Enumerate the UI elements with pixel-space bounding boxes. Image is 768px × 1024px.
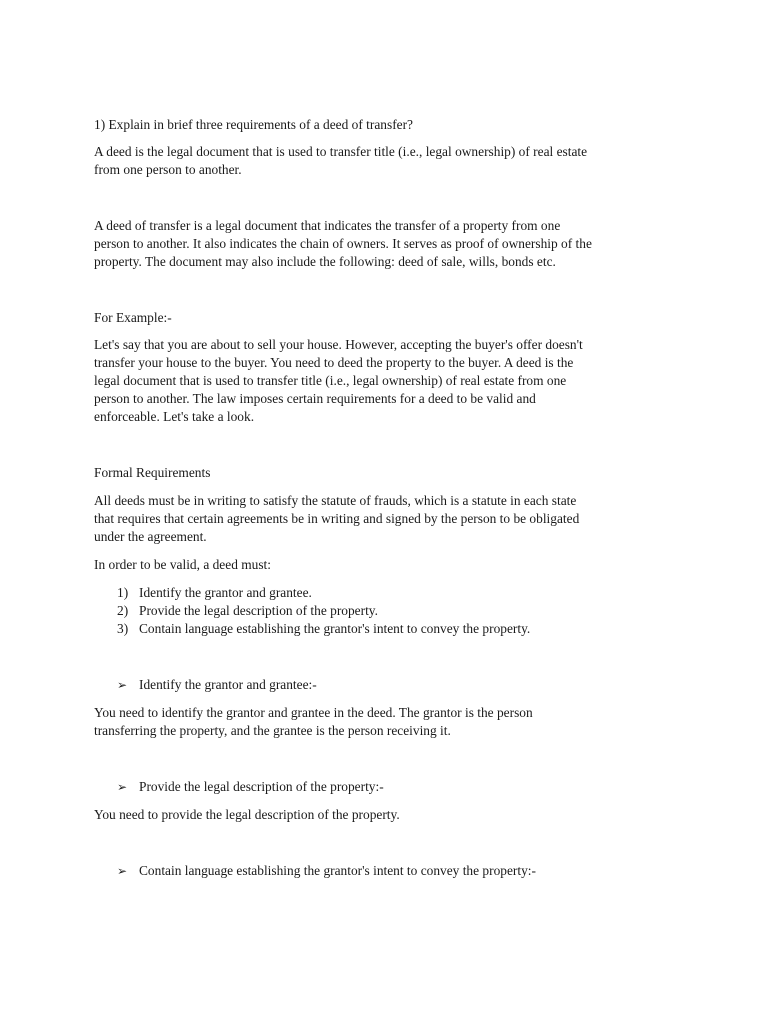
paragraph-line: You need to identify the grantor and grantee in the deed. The grantor is the person — [94, 705, 533, 720]
section-heading-identify — [117, 676, 317, 694]
question-heading: 1) Explain in brief three requirements of a deed of transfer? — [94, 117, 414, 132]
numbered-list-item — [117, 602, 378, 620]
paragraph-line: A deed of transfer is a legal document that indicates the transfer of a property from one — [94, 218, 561, 233]
paragraph-line: transfer your house to the buyer. You need to deed the property to the buyer. A deed is the — [94, 355, 574, 370]
list-item-text: Contain language establishing the grantor's intent to convey the property. — [139, 621, 531, 636]
list-item-text: Provide the legal description of the property. — [139, 603, 378, 618]
paragraph-line: property. The document may also include the following: deed of sale, wills, bonds etc. — [94, 254, 556, 269]
section-heading-intent — [117, 862, 536, 880]
section-heading-text: Identify the grantor and grantee:- — [139, 677, 317, 692]
numbered-list-item — [117, 620, 530, 638]
paragraph-line: person to another. The law imposes certain requirements for a deed to be valid and — [94, 391, 536, 406]
paragraph-line: A deed is the legal document that is used to transfer title (i.e., legal ownership) of real estate — [94, 144, 588, 159]
arrow-bullet-icon: ➢ — [117, 780, 128, 794]
arrow-bullet-icon: ➢ — [117, 678, 128, 692]
formal-requirements-heading: Formal Requirements — [94, 465, 211, 480]
paragraph-line: under the agreement. — [94, 529, 207, 544]
list-number: 3) — [117, 621, 129, 636]
paragraph-line: from one person to another. — [94, 162, 242, 177]
example-heading: For Example:- — [94, 310, 172, 325]
numbered-list-item — [117, 584, 312, 602]
section-heading-text: Contain language establishing the grantor's intent to convey the property:- — [139, 863, 536, 878]
paragraph-line: All deeds must be in writing to satisfy the statute of frauds, which is a statute in each state — [94, 493, 577, 508]
paragraph-line: Let's say that you are about to sell your house. However, accepting the buyer's offer doesn't — [94, 337, 583, 352]
arrow-bullet-icon: ➢ — [117, 864, 128, 878]
section-heading-text: Provide the legal description of the property:- — [139, 779, 384, 794]
paragraph-line: person to another. It also indicates the chain of owners. It serves as proof of ownership of the — [94, 236, 592, 251]
paragraph-line: transferring the property, and the grantee is the person receiving it. — [94, 723, 451, 738]
valid-intro: In order to be valid, a deed must: — [94, 557, 272, 572]
paragraph-line: legal document that is used to transfer title (i.e., legal ownership) of real estate from one — [94, 373, 567, 388]
paragraph-line: that requires that certain agreements be in writing and signed by the person to be obligated — [94, 511, 580, 526]
section-heading-legal-description — [117, 778, 384, 796]
paragraph-line: enforceable. Let's take a look. — [94, 409, 255, 424]
list-item-text: Identify the grantor and grantee. — [139, 585, 312, 600]
list-number: 1) — [117, 585, 129, 600]
paragraph-line: You need to provide the legal description of the property. — [94, 807, 400, 822]
list-number: 2) — [117, 603, 129, 618]
